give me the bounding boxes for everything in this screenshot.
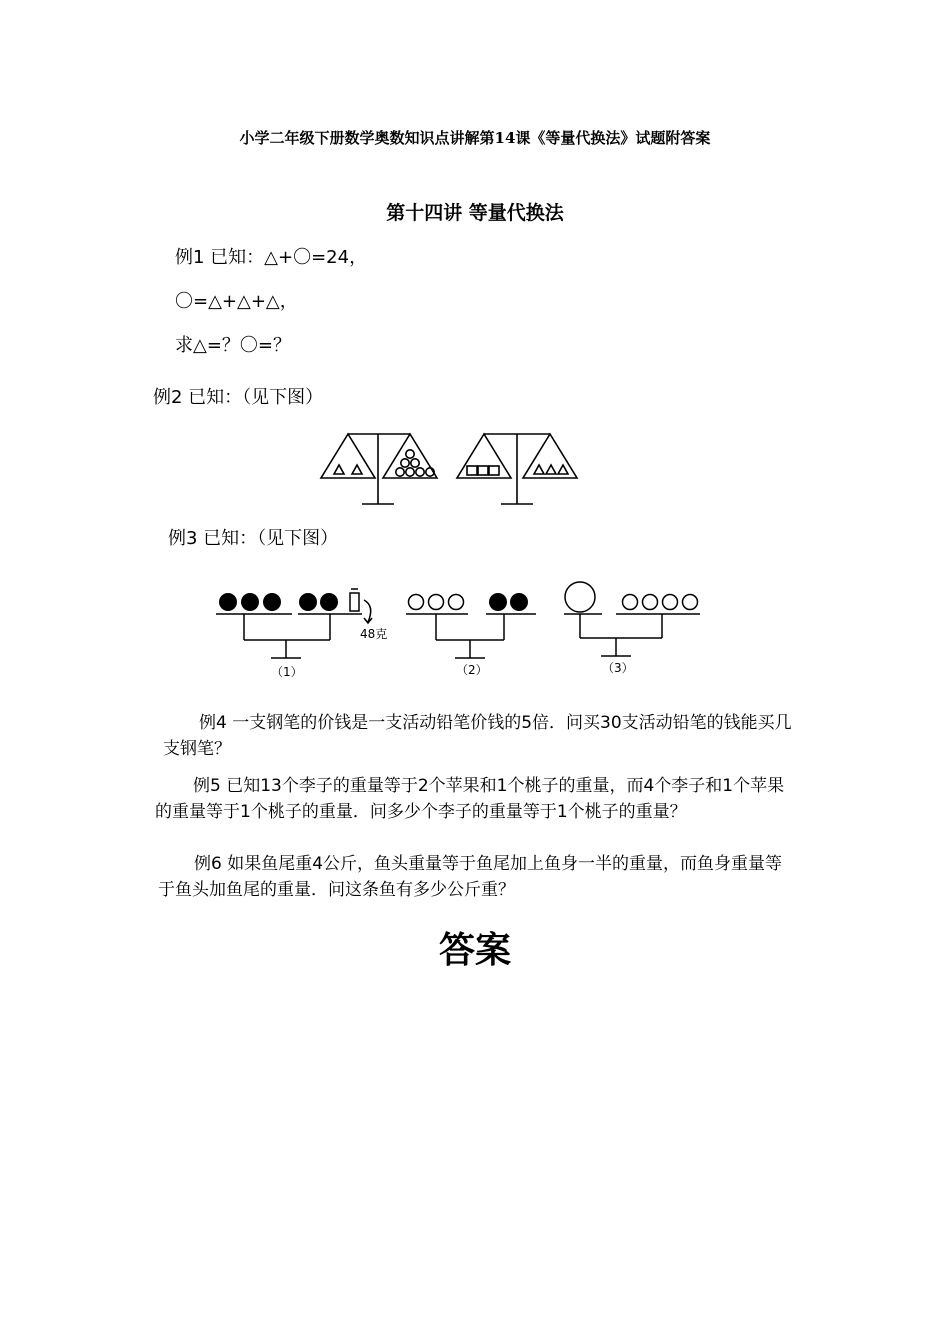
weight-label: 48克 bbox=[360, 627, 388, 641]
example3-text: 例3 已知：（见下图） bbox=[168, 528, 339, 549]
example6-text: 例6 如果鱼尾重4公斤，鱼头重量等于鱼尾加上鱼身一半的重量，而鱼身重量等于鱼头加鱼尾的重量．问这条鱼有多少公斤重？ bbox=[158, 854, 783, 900]
example1-line3: 求△=？〇=？ bbox=[175, 335, 292, 356]
example4-text: 例4 一支钢笔的价钱是一支活动铅笔价钱的5倍．问买30支活动铅笔的钱能买几支钢笔？ bbox=[163, 713, 792, 759]
lecture-title: 第十四讲 等量代换法 bbox=[386, 202, 564, 224]
example1-line2: 〇=△+△+△， bbox=[175, 291, 298, 312]
example2-balance-figure bbox=[318, 428, 588, 510]
example5-text: 例5 已知13个李子的重量等于2个苹果和1个桃子的重量，而4个李子和1个苹果的重量等于1个桃子的重量．问多少个李子的重量等于1个桃子的重量？ bbox=[155, 776, 785, 822]
example1-line1: 例1 已知：△+〇=24， bbox=[175, 247, 368, 268]
example2-text: 例2 已知：（见下图） bbox=[153, 387, 324, 408]
document-title: 小学二年级下册数学奥数知识点讲解第14课《等量代换法》试题附答案 bbox=[239, 129, 711, 147]
example3-balance-figure bbox=[212, 578, 706, 682]
fig-label-1: （1） bbox=[271, 665, 303, 679]
answer-title: 答案 bbox=[438, 929, 511, 971]
fig-label-2: （2） bbox=[456, 663, 488, 677]
fig-label-3: （3） bbox=[602, 661, 634, 675]
